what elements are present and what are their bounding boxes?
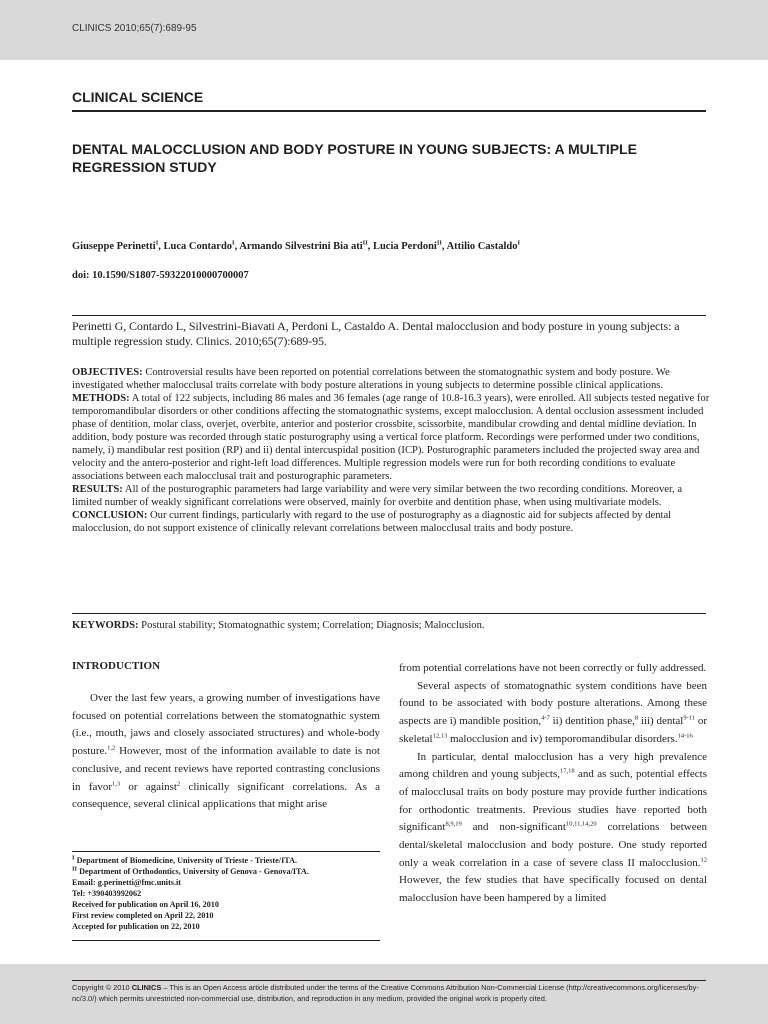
citation: Perinetti G, Contardo L, Silvestrini-Biavati A, Perdoni L, Castaldo A. Dental malocclusion and body posture in young subjects: a multiple regression study. Clinics. 2010;65(7):689-95. xyxy=(72,319,680,348)
footnote-rule xyxy=(72,851,380,852)
text-run: ii) dentition phase, xyxy=(549,715,635,728)
reference-mark[interactable]: 12,13 xyxy=(432,732,448,740)
abstract-results-label: RESULTS: xyxy=(72,484,123,495)
copyright-notice xyxy=(72,983,712,1004)
body-paragraph xyxy=(399,749,707,908)
copyright-journal: CLINICS xyxy=(131,983,162,992)
author-affiliation-mark: I xyxy=(232,239,235,247)
author-name: Luca Contardo xyxy=(163,241,233,252)
affiliation-mark: I xyxy=(72,854,75,862)
abstract-methods-text: A total of 122 subjects, including 86 males and 36 females (age range of 10.8-16.3 years), were enrolled. All subjects tested negative for temporomandibular disorders or other conditions affecting the stomatognathic systems, except malocclusion. A dental occlusion assessment included phase of dentition, molar class, overjet, overbite, anterior and posterior crossbite, scissorbite, mandibular crowding and dental midline deviation. In addition, body posture was recorded through static posturography using a vertical force platform. Recordings were performed under two conditions, namely, i) mandibular rest position (RP) and ii) dental intercuspidal position (ICP). Posturographic parameters included the projected sway area and velocity and the antero-posterior and right-left load differences. Multiple regression models were run for both recording conditions to evaluate associations between each malocclusal trait and posturographic parameters. xyxy=(72,393,710,482)
reference-mark[interactable]: 2 xyxy=(176,779,181,787)
copyright-text: – This is an Open Access article distributed under the terms of the Creative Commons Attribution Non-Commercial License (http://creativecommons.org/licenses/by-nc/3.0/) which permits unrestricted non-commercial use, distribution, and reproduction in any medium, provided the original work is properly cited. xyxy=(72,983,699,1003)
doi-link[interactable]: doi: 10.1590/S1807-59322010000700007 xyxy=(72,270,249,281)
author-name: Armando Silvestrini Bia ati xyxy=(239,241,363,252)
body-paragraph: from potential correlations have not been correctly or fully addressed. xyxy=(399,662,707,674)
affiliation-footnotes xyxy=(72,855,380,932)
reference-mark[interactable]: 9-11 xyxy=(683,714,696,722)
abstract-results xyxy=(72,483,712,509)
body-paragraph xyxy=(399,678,707,749)
reference-mark[interactable]: 14-16 xyxy=(677,732,693,740)
email-line[interactable]: Email: g.perinetti@fmc.units.it xyxy=(72,878,182,887)
text-run: In particular, dental malocclusion has a very high prevalence among children and young subjects, xyxy=(399,750,707,781)
keywords xyxy=(72,620,706,631)
abstract-results-text: All of the posturographic parameters had large variability and were very similar between the two recording conditions. Moreover, a limited number of weakly significant correlations were observed, mainly for overbite and dentition phase, when using multivariate models. xyxy=(72,484,683,508)
copyright-rule xyxy=(72,980,706,981)
affiliation-line xyxy=(72,855,380,866)
introduction-paragraph xyxy=(72,690,380,814)
reference-mark[interactable]: 8 xyxy=(634,714,639,722)
journal-reference: CLINICS 2010;65(7):689-95 xyxy=(72,23,197,34)
reference-mark[interactable]: 4-7 xyxy=(541,714,550,722)
author-name: Giuseppe Perinetti xyxy=(72,241,156,252)
reference-mark[interactable]: 1,2 xyxy=(107,744,116,752)
review-date: First review completed on April 22, 2010 xyxy=(72,911,214,920)
affiliation-line xyxy=(72,866,380,877)
affiliation-text: Department of Biomedicine, University of Trieste - Trieste/ITA. xyxy=(74,856,298,865)
section-rule xyxy=(72,110,706,112)
text-run: malocclusion and iv) temporomandibular disorders. xyxy=(447,732,678,745)
text-run: and as such, potential effects of malocclusal traits on body posture may provide further indications for orthodontic treatments. Previous studies have reported both significant xyxy=(399,768,707,834)
section-label: CLINICAL SCIENCE xyxy=(72,89,204,105)
affiliation-mark: II xyxy=(72,865,78,873)
text-run: Several aspects of stomatognathic system conditions have been found to be associated with body posture alterations. Among these aspects are i) mandible position, xyxy=(399,679,707,728)
abstract-conclusion-text: Our current findings, particularly with regard to the use of posturography as a diagnostic aid for subjects affected by dental malocclusion, do not support existence of clinically relevant correlations between malocclusal traits and body posture. xyxy=(72,510,672,534)
introduction-heading: INTRODUCTION xyxy=(72,660,161,672)
abstract-objectives-text: Controversial results have been reported on potential correlations between the stomatognathic system and body posture. We investigated whether malocclusal traits correlate with body posture alterations in young subjects to determine possible clinical applications. xyxy=(72,367,670,391)
text-run: Over the last few years, a growing number of investigations have focused on potential correlations between the stomatognathic system (i.e., mouth, jaws and closely associated structures) and whole-body posture. xyxy=(72,692,380,758)
text-run: or against xyxy=(120,780,177,793)
citation-rule xyxy=(72,315,706,316)
keywords-text: Postural stability; Stomatognathic system; Correlation; Diagnosis; Malocclusion. xyxy=(141,620,485,631)
author-list: Giuseppe Perinetti$^I$, Luca Contardo$^I$, Armando Silvestrini Bia ati$^{II}$, Lucia Perdoni$^{II}$, Attilio Castaldo$^I$ xyxy=(72,239,520,252)
abstract-rule xyxy=(72,613,706,614)
text-run: However, most of the information available to date is not conclusive, and recent reviews have reported contrasting conclusions in favor xyxy=(72,745,380,793)
text-run: or skeletal xyxy=(399,715,707,745)
author-affiliation-mark: II xyxy=(436,239,442,247)
abstract xyxy=(72,366,712,535)
author-affiliation-mark: II xyxy=(362,239,368,247)
abstract-methods xyxy=(72,392,712,483)
author-name: Lucia Perdoni xyxy=(372,241,437,252)
abstract-conclusion xyxy=(72,509,712,535)
reference-mark[interactable]: 1,3 xyxy=(112,779,121,787)
accepted-date: Accepted for publication on 22, 2010 xyxy=(72,922,200,931)
text-run: However, the few studies that have specifically focused on dental malocclusion have been hampered by a limited xyxy=(399,874,707,905)
text-run: iii) dental xyxy=(638,715,684,728)
text-run: correlations between dental/skeletal malocclusion and body posture. One study reported only a weak correlation in a case of severe class II malocclusion. xyxy=(399,821,707,869)
author-affiliation-mark: I xyxy=(155,239,159,247)
abstract-objectives-label: OBJECTIVES: xyxy=(72,367,143,378)
reference-mark[interactable]: 8,9,19 xyxy=(445,820,462,828)
right-column xyxy=(399,660,707,908)
text-run: and non-significant xyxy=(461,821,566,834)
abstract-objectives xyxy=(72,366,712,392)
author-name: Attilio Castaldo xyxy=(446,241,518,252)
left-column xyxy=(72,660,380,814)
text-run: clinically significant correlations. As a consequence, several clinical applications that might arise xyxy=(72,780,380,811)
copyright-prefix: Copyright © 2010 xyxy=(72,983,132,992)
article-title: DENTAL MALOCCLUSION AND BODY POSTURE IN YOUNG SUBJECTS: A MULTIPLE REGRESSION STUDY xyxy=(72,141,637,175)
reference-mark[interactable]: 10,11,14,20 xyxy=(565,820,597,828)
abstract-methods-label: METHODS: xyxy=(72,393,130,404)
footnote-bottom-rule xyxy=(72,940,380,941)
abstract-conclusion-label: CONCLUSION: xyxy=(72,510,148,521)
phone-line: Tel: +390403992062 xyxy=(72,889,142,898)
author-affiliation-mark: I xyxy=(517,239,520,247)
keywords-label: KEYWORDS: xyxy=(72,620,139,631)
reference-mark[interactable]: 12 xyxy=(700,856,707,864)
received-date: Received for publication on April 16, 2010 xyxy=(72,900,219,909)
reference-mark[interactable]: 17,18 xyxy=(560,767,575,775)
affiliation-text: Department of Orthodontics, University of Genova - Genova/ITA. xyxy=(77,867,309,876)
